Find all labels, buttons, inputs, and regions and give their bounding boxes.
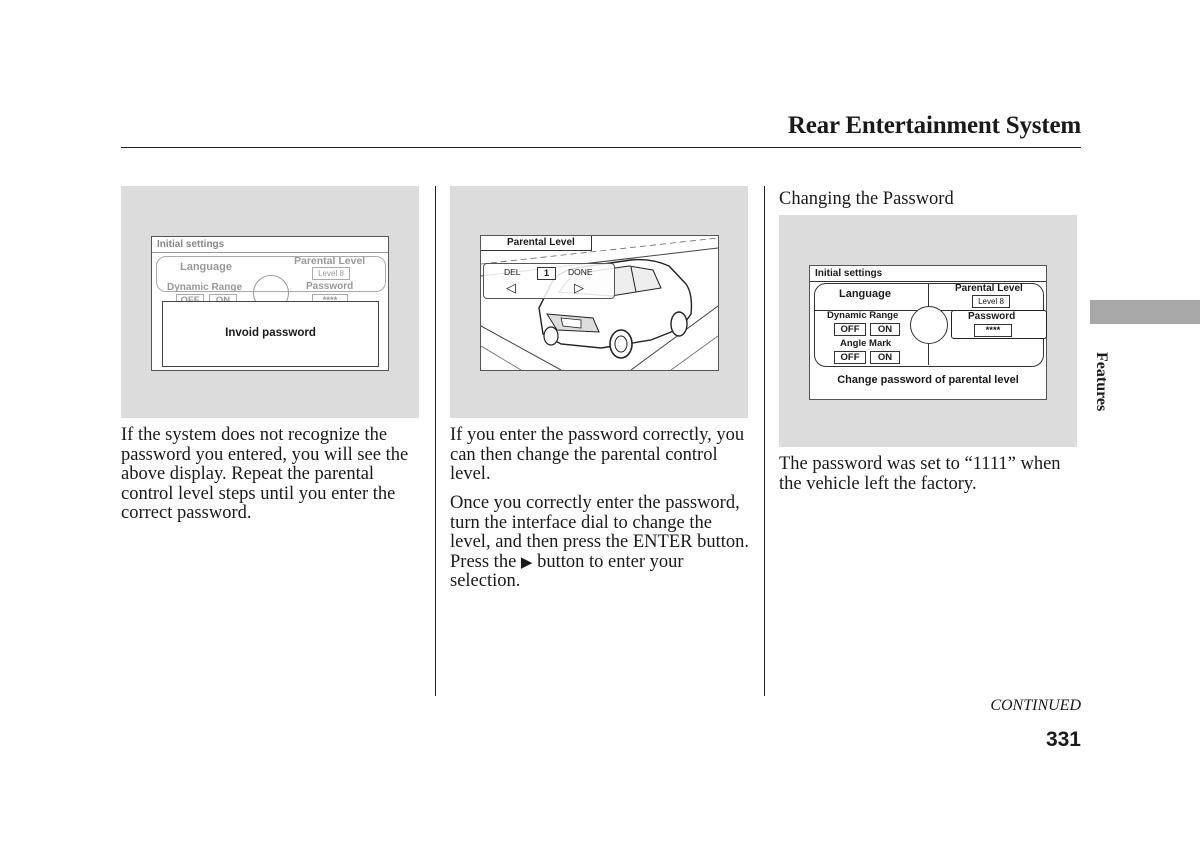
dynamic-range-label: Dynamic Range xyxy=(167,282,243,293)
play-arrow-icon: ▶ xyxy=(520,552,533,571)
right-arrow-icon: ▷ xyxy=(574,280,584,295)
divider xyxy=(152,252,388,253)
level-selector xyxy=(483,263,615,299)
vehicle-illustration xyxy=(481,236,718,370)
invalid-password-popup xyxy=(162,301,379,367)
dynamic-on-button: ON xyxy=(870,323,900,336)
language-label: Language xyxy=(839,288,891,300)
language-label: Language xyxy=(180,261,232,273)
angle-on-button: ON xyxy=(870,351,900,364)
level-value: 1 xyxy=(537,267,556,280)
col1-paragraph: If the system does not recognize the password you entered, you will see the above display. Repeat the parental control level steps until you enter the correct password. xyxy=(121,425,409,524)
angle-mark-label: Angle Mark xyxy=(840,338,892,349)
changing-password-heading: Changing the Password xyxy=(779,189,954,209)
left-arrow-icon: ◁ xyxy=(506,280,516,295)
column-divider-1 xyxy=(435,186,436,696)
col3-paragraph: The password was set to “1111” when the vehicle left the factory. xyxy=(779,454,1061,494)
password-highlight xyxy=(951,310,1047,339)
level-badge: Level 8 xyxy=(312,267,350,280)
password-label: Password xyxy=(306,281,354,292)
dynamic-off-button: OFF xyxy=(834,323,866,336)
level-badge: Level 8 xyxy=(972,295,1010,308)
change-password-footer: Change password of parental level xyxy=(837,374,1019,386)
col2-paragraph-2-text: Once you correctly enter the password, turn the interface dial to change the level, and then press the ENTER button. Press the xyxy=(450,493,750,572)
screen-header: Initial settings xyxy=(157,239,225,250)
side-tab-label: Features xyxy=(1093,352,1110,412)
continued-label: CONTINUED xyxy=(990,697,1081,714)
password-label: Password xyxy=(968,311,1016,322)
screen-initial-settings-2 xyxy=(809,265,1047,400)
done-label: DONE xyxy=(568,267,593,277)
parental-level-label: Parental Level xyxy=(955,283,1023,294)
popup-message: Invoid password xyxy=(225,327,316,339)
del-label: DEL xyxy=(504,267,521,277)
figure-invalid-password xyxy=(121,186,419,418)
screen-header: Initial settings xyxy=(815,268,883,279)
screen-initial-settings xyxy=(151,236,389,371)
dynamic-range-label: Dynamic Range xyxy=(827,310,899,321)
password-field: **** xyxy=(974,324,1012,337)
page-number: 331 xyxy=(1045,728,1081,751)
divider xyxy=(810,281,1046,282)
parental-level-label: Parental Level xyxy=(294,255,366,267)
figure-change-password xyxy=(779,215,1077,447)
col2-paragraph-1: If you enter the password correctly, you can then change the parental control level. xyxy=(450,425,745,485)
screen-parental-level xyxy=(480,235,719,371)
parental-level-title: Parental Level xyxy=(507,237,575,248)
section-title: Rear Entertainment System xyxy=(787,112,1081,139)
column-divider-2 xyxy=(764,186,765,696)
title-rule xyxy=(121,147,1081,148)
dial-icon xyxy=(910,306,948,344)
figure-parental-level xyxy=(450,186,748,418)
angle-off-button: OFF xyxy=(834,351,866,364)
title-bar xyxy=(481,236,592,251)
col2-paragraph-2 xyxy=(450,494,755,592)
side-tab xyxy=(1090,300,1200,324)
col2-paragraph-2-end: button to enter your selection. xyxy=(450,551,684,592)
